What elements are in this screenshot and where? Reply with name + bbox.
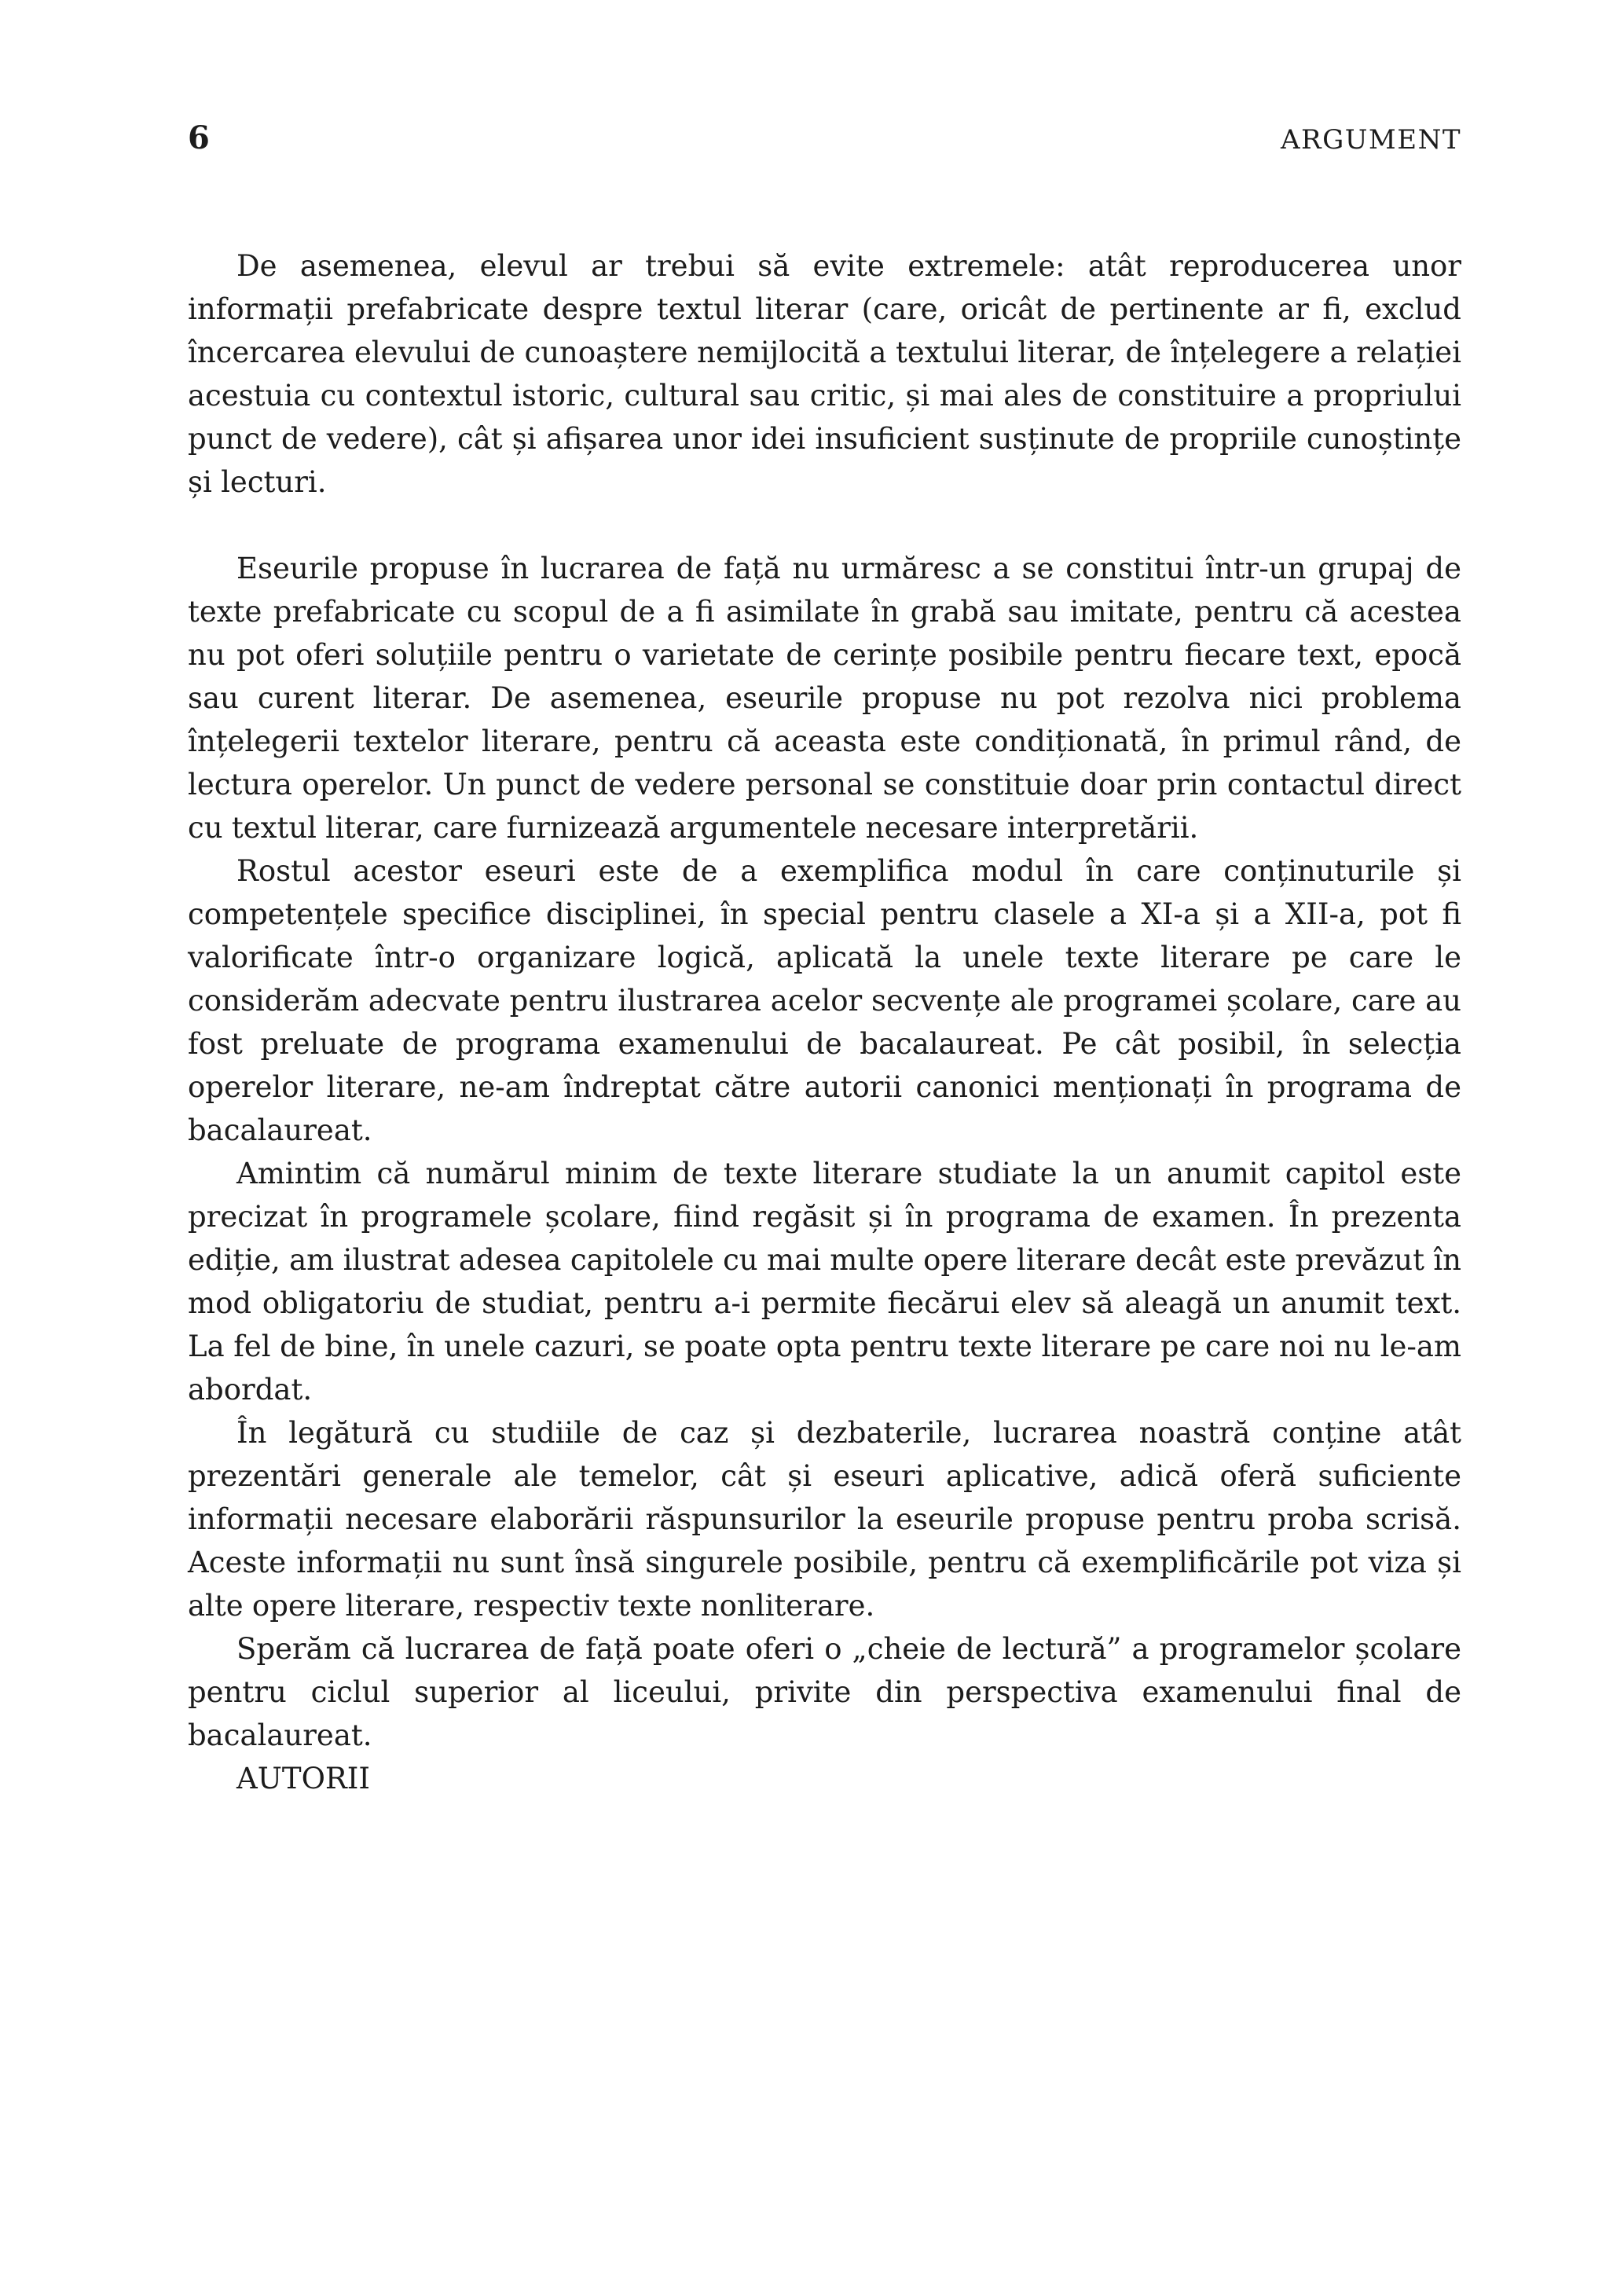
paragraph: În legătură cu studiile de caz și dezbaterile, lucrarea noastră conține atât prezentări generale ale temelor, cât și eseuri aplicative, adică oferă suficiente informații necesare elaborării răspunsurilor la eseurile propuse pentru proba scrisă. Aceste informații nu sunt însă singurele posibile, pentru că exemplificările pot viza și alte opere literare, respectiv texte nonliterare. <box>188 1416 1461 1623</box>
page-number: 6 <box>188 119 210 156</box>
running-header <box>188 119 1461 156</box>
chapter-header-title: ARGUMENT <box>1280 124 1461 156</box>
paragraph: Amintim că numărul minim de texte literare studiate la un anumit capitol este precizat în programele școlare, fiind regăsit și în programa de examen. În prezenta ediție, am ilustrat adesea capitolele cu mai multe opere literare decât este prevăzut în mod obligatoriu de studiat, pentru a-i permite fiecărui elev să aleagă un anumit text. La fel de bine, în unele cazuri, se poate opta pentru texte literare pe care noi nu le-am abordat. <box>188 1157 1461 1407</box>
authors-signature: AUTORII <box>236 1762 371 1795</box>
paragraph: De asemenea, elevul ar trebui să evite extremele: atât reproducerea unor informații prefabricate despre textul literar (care, oricât de pertinente ar fi, exclud încercarea elevului de cunoaștere nemijlocită a textului literar, de înțelegere a relației acestuia cu contextul istoric, cultural sau critic, și mai ales de constituire a propriului punct de vedere), cât și afișarea unor idei insuficient susținute de propriile cunoștințe și lecturi. <box>188 249 1461 499</box>
paragraph: Eseurile propuse în lucrarea de față nu urmăresc a se constitui într-un grupaj de texte prefabricate cu scopul de a fi asimilate în grabă sau imitate, pentru că acestea nu pot oferi soluțiile pentru o varietate de cerințe posibile pentru fiecare text, epocă sau curent literar. De asemenea, eseurile propuse nu pot rezolva nici problema înțelegerii textelor literare, pentru că aceasta este condiționată, în primul rând, de lectura operelor. Un punct de vedere personal se constituie doar prin contactul direct cu textul literar, care furnizează argumentele necesare interpretării. <box>188 552 1461 845</box>
paragraph: Sperăm că lucrarea de față poate oferi o „cheie de lectură” a programelor școlare pentru ciclul superior al liceului, privite din perspectiva examenului final de bacalaureat. <box>188 1632 1461 1752</box>
body-text <box>188 244 1461 1800</box>
paragraph: Rostul acestor eseuri este de a exemplifica modul în care conținuturile și competențele specifice disciplinei, în special pentru clasele a XI-a și a XII-a, pot fi valorificate într-o organizare logică, aplicată la unele texte literare pe care le considerăm adecvate pentru ilustrarea acelor secvențe ale programei școlare, care au fost preluate de programa examenului de bacalaureat. Pe cât posibil, în selecția operelor literare, ne-am îndreptat către autorii canonici menționați în programa de bacalaureat. <box>188 854 1461 1147</box>
